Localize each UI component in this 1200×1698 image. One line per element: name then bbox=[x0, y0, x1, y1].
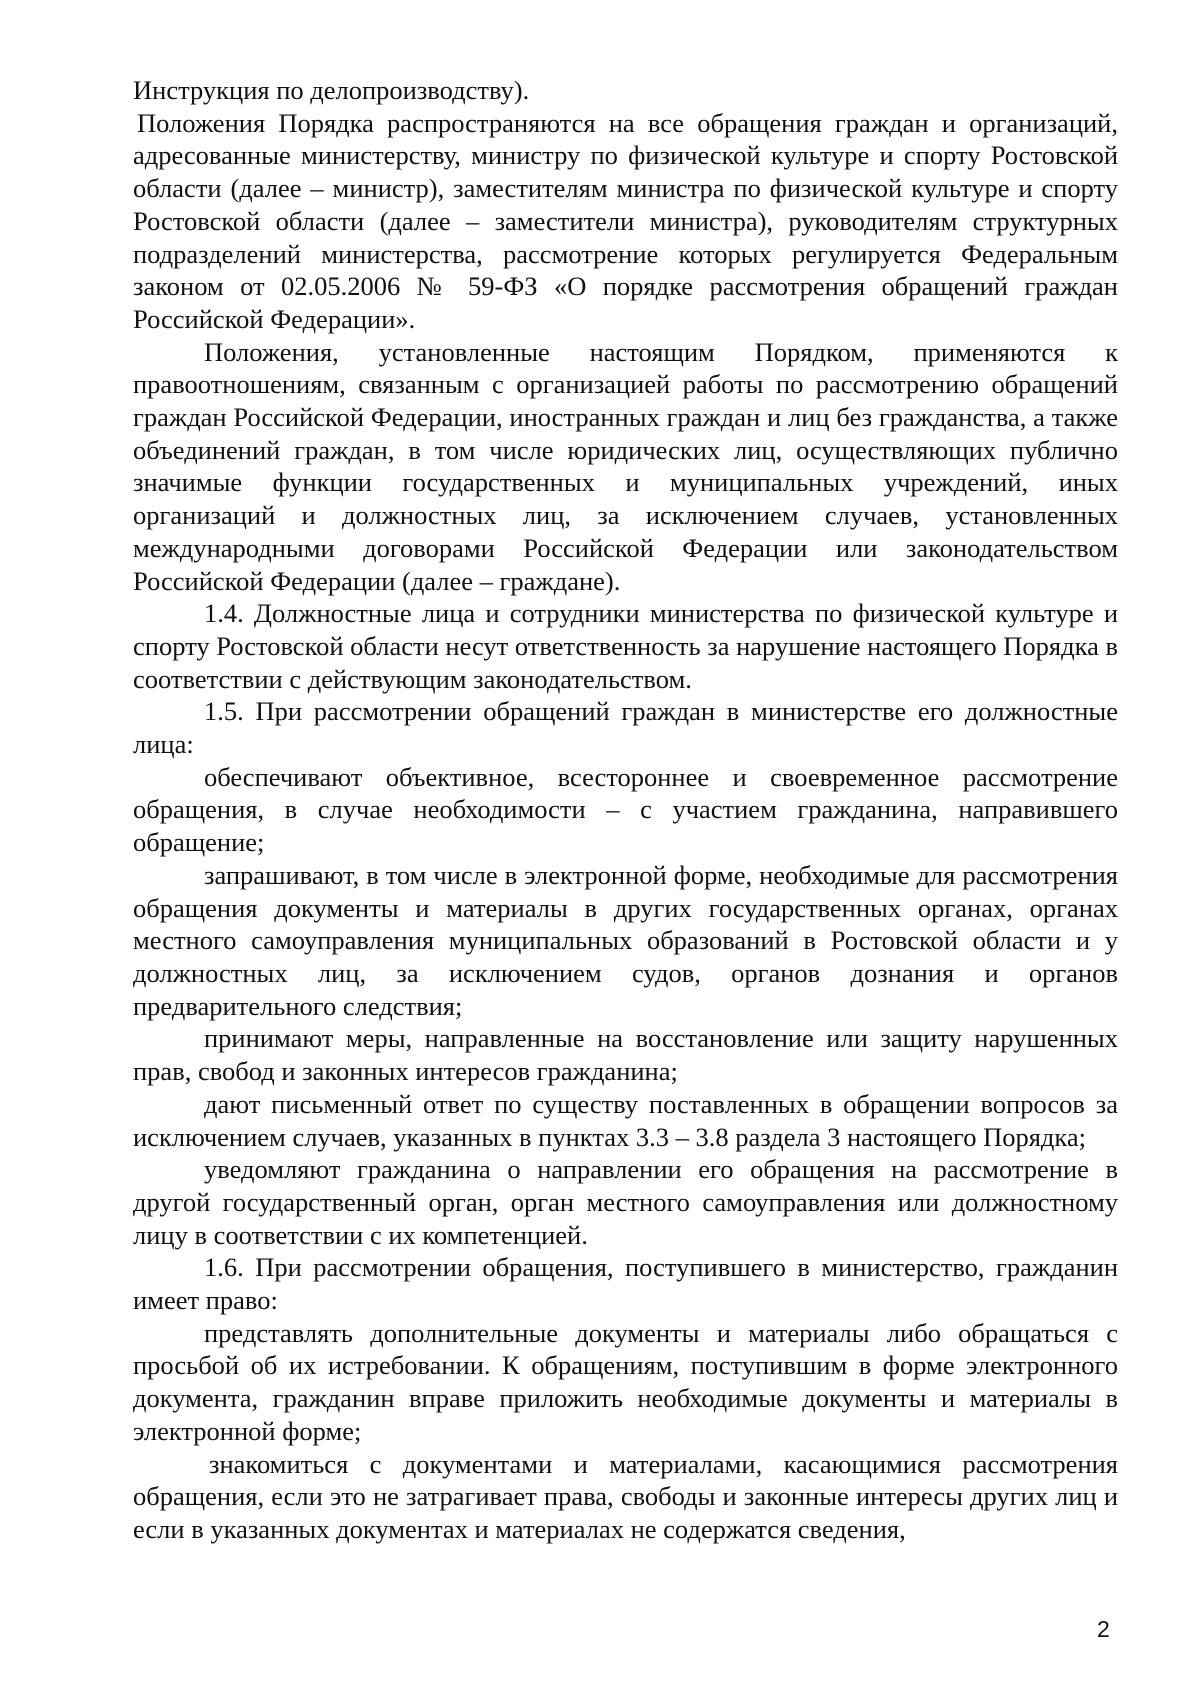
page-number: 2 bbox=[1097, 1616, 1110, 1642]
paragraph-section-1-6: 1.6. При рассмотрении обращения, поступившего в министерство, гражданин имеет право: bbox=[133, 1252, 1118, 1316]
paragraph: дают письменный ответ по существу поставленных в обращении вопросов за исключением случаев, указанных в пунктах 3.3 – 3.8 раздела 3 настоящего Порядка; bbox=[133, 1088, 1118, 1152]
paragraph: Положения Порядка распространяются на все обращения граждан и организаций, адресованные министерству, министру по физической культуре и спорту Ростовской области (далее – министр), заместителям министра по физической культуре и спорту Ростовской области (далее – заместители министра), руководителям структурных подразделений министерства, рассмотрение которых регулируется Федеральным законом от 02.05.2006 № 59-ФЗ «О порядке рассмотрения обращений граждан Российской Федерации». bbox=[133, 107, 1118, 334]
document-body bbox=[133, 74, 1118, 1546]
paragraph-section-1-4: 1.4. Должностные лица и сотрудники министерства по физической культуре и спорту Ростовской области несут ответственность за нарушение настоящего Порядка в соответствии с действующим законодательством. bbox=[133, 598, 1118, 694]
paragraph: представлять дополнительные документы и материалы либо обращаться с просьбой об их истребовании. К обращениям, поступившим в форме электронного документа, гражданин вправе приложить необходимые документы и материалы в электронной форме; bbox=[133, 1317, 1118, 1446]
paragraph: уведомляют гражданина о направлении его обращения на рассмотрение в другой государственный орган, орган местного самоуправления или должностному лицу в соответствии с их компетенцией. bbox=[133, 1154, 1118, 1250]
paragraph-section-1-5: 1.5. При рассмотрении обращений граждан в министерстве его должностные лица: bbox=[133, 696, 1118, 760]
paragraph: знакомиться с документами и материалами, касающимися рассмотрения обращения, если это не затрагивает права, свободы и законные интересы других лиц и если в указанных документах и материалах не содержатся сведения, bbox=[133, 1448, 1118, 1544]
paragraph: Инструкция по делопроизводству). bbox=[133, 75, 530, 105]
paragraph: обеспечивают объективное, всестороннее и своевременное рассмотрение обращения, в случае необходимости – с участием гражданина, направившего обращение; bbox=[133, 761, 1118, 858]
paragraph: принимают меры, направленные на восстановление или защиту нарушенных прав, свобод и законных интересов гражданина; bbox=[133, 1023, 1118, 1087]
paragraph: запрашивают, в том числе в электронной форме, необходимые для рассмотрения обращения документы и материалы в других государственных органах, органах местного самоуправления муниципальных образований в Ростовской области и у должностных лиц, за исключением судов, органов дознания и органов предварительного следствия; bbox=[133, 859, 1118, 1021]
paragraph: Положения, установленные настоящим Порядком, применяются к правоотношениям, связанным с организацией работы по рассмотрению обращений граждан Российской Федерации, иностранных граждан и лиц без гражданства, а также объединений граждан, в том числе юридических лиц, осуществляющих публично значимые функции государственных и муниципальных учреждений, иных организаций и должностных лиц, за исключением случаев, установленных международными договорами Российской Федерации или законодательством Российской Федерации (далее – граждане). bbox=[133, 336, 1118, 596]
